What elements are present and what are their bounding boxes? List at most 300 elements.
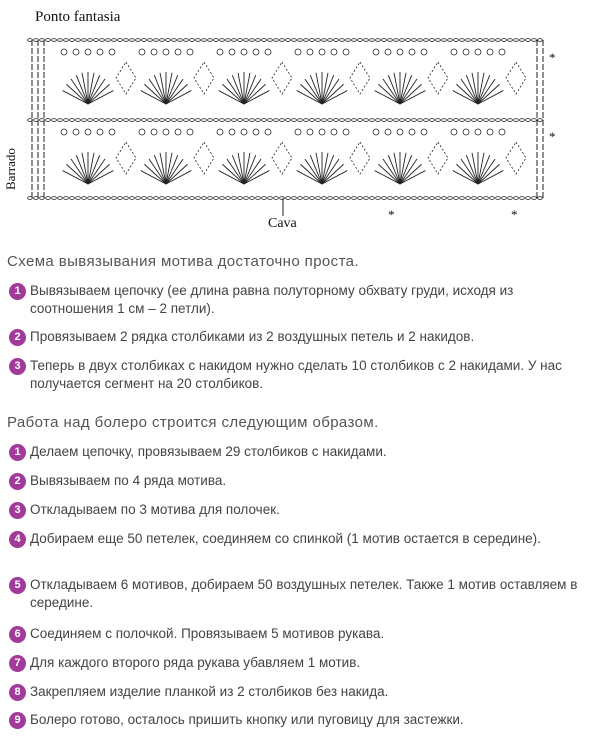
- chain-stitch: [400, 197, 405, 200]
- step-item: [9, 625, 589, 643]
- picot-stitch: [229, 49, 235, 55]
- chain-stitch: [328, 39, 333, 42]
- chain-stitch: [538, 197, 543, 200]
- chain-stitch: [220, 197, 225, 200]
- chain-stitch: [280, 119, 285, 122]
- chain-stitch: [310, 39, 315, 42]
- chain-stitch: [358, 197, 363, 200]
- chain-stitch: [70, 197, 75, 200]
- chain-stitch: [124, 119, 129, 122]
- step-text: Для каждого второго ряда рукава убавляем 1 мотив.: [30, 655, 361, 670]
- chain-stitch: [538, 119, 543, 122]
- chain-stitch: [214, 197, 219, 200]
- chain-stitch: [316, 39, 321, 42]
- chain-stitch: [262, 119, 267, 122]
- chain-stitch: [454, 119, 459, 122]
- chain-stitch: [190, 197, 195, 200]
- chain-stitch: [178, 197, 183, 200]
- picot-stitch: [217, 49, 223, 55]
- intro-text-1: Схема вывязывания мотива достаточно проста.: [7, 253, 359, 270]
- chain-stitch: [82, 119, 87, 122]
- picot-stitch: [409, 129, 415, 135]
- chain-stitch: [46, 197, 51, 200]
- chain-stitch: [364, 197, 369, 200]
- chain-stitch: [322, 119, 327, 122]
- picot-stitch: [241, 129, 247, 135]
- chain-stitch: [214, 39, 219, 42]
- chain-stitch: [52, 39, 57, 42]
- chain-stitch: [394, 39, 399, 42]
- step-text: Теперь в двух столбиках с накидом нужно сделать 10 столбиков с 2 накидами. У нас получается сегмент на 20 столбиков.: [30, 358, 562, 391]
- step-number-badge: 6: [9, 626, 26, 643]
- chain-stitch: [376, 119, 381, 122]
- chain-stitch: [148, 119, 153, 122]
- chain-stitch: [322, 197, 327, 200]
- chain-stitch: [508, 119, 513, 122]
- chain-stitch: [52, 197, 57, 200]
- chain-stitch: [382, 39, 387, 42]
- chain-stitch: [484, 197, 489, 200]
- chain-stitch: [334, 119, 339, 122]
- chain-stitch: [148, 197, 153, 200]
- chain-stitch: [148, 39, 153, 42]
- chain-stitch: [496, 197, 501, 200]
- chain-stitch: [58, 39, 63, 42]
- chain-stitch: [166, 197, 171, 200]
- picot-stitch: [343, 129, 349, 135]
- chain-stitch: [196, 197, 201, 200]
- chain-stitch: [202, 119, 207, 122]
- chain-stitch: [82, 197, 87, 200]
- mesh-diamond: [272, 62, 292, 94]
- picot-stitch: [499, 129, 505, 135]
- chain-stitch: [496, 39, 501, 42]
- chain-stitch: [88, 39, 93, 42]
- chain-stitch: [352, 39, 357, 42]
- chain-stitch: [310, 197, 315, 200]
- chain-stitch: [262, 39, 267, 42]
- mesh-diamond: [350, 142, 370, 174]
- picot-stitch: [187, 129, 193, 135]
- chain-stitch: [448, 119, 453, 122]
- mesh-diamond: [506, 62, 526, 94]
- chain-stitch: [340, 119, 345, 122]
- chain-stitch: [100, 39, 105, 42]
- step-number-badge: 2: [9, 329, 26, 346]
- step-item: [9, 282, 589, 318]
- step-number-badge: 3: [9, 502, 26, 519]
- chain-stitch: [226, 197, 231, 200]
- chain-stitch: [340, 39, 345, 42]
- picot-stitch: [463, 49, 469, 55]
- chain-stitch: [208, 197, 213, 200]
- chain-stitch: [268, 197, 273, 200]
- crochet-chart-drawing: [0, 0, 600, 240]
- chain-stitch: [376, 197, 381, 200]
- chain-stitch: [514, 119, 519, 122]
- chain-stitch: [310, 119, 315, 122]
- chain-stitch: [232, 39, 237, 42]
- chain-stitch: [244, 119, 249, 122]
- step-number-badge: 4: [9, 531, 26, 548]
- picot-stitch: [451, 49, 457, 55]
- chain-stitch: [430, 197, 435, 200]
- step-item: [9, 576, 589, 612]
- chain-stitch: [250, 119, 255, 122]
- chain-stitch: [364, 39, 369, 42]
- chain-stitch: [106, 197, 111, 200]
- chain-stitch: [130, 39, 135, 42]
- chain-stitch: [382, 197, 387, 200]
- chain-stitch: [496, 119, 501, 122]
- chain-stitch: [460, 197, 465, 200]
- chain-stitch: [154, 39, 159, 42]
- chain-stitch: [94, 197, 99, 200]
- mesh-diamond: [116, 62, 136, 94]
- chain-stitch: [514, 39, 519, 42]
- picot-stitch: [163, 129, 169, 135]
- chain-stitch: [526, 39, 531, 42]
- picot-stitch: [241, 49, 247, 55]
- chain-stitch: [262, 197, 267, 200]
- chain-stitch: [232, 119, 237, 122]
- step-number-badge: 9: [9, 712, 26, 729]
- chain-stitch: [532, 39, 537, 42]
- chain-stitch: [154, 197, 159, 200]
- chain-stitch: [412, 39, 417, 42]
- chain-stitch: [244, 39, 249, 42]
- chain-stitch: [304, 119, 309, 122]
- picot-stitch: [61, 49, 67, 55]
- chain-stitch: [46, 39, 51, 42]
- chain-stitch: [526, 197, 531, 200]
- chain-stitch: [298, 39, 303, 42]
- picot-stitch: [139, 49, 145, 55]
- chain-stitch: [376, 39, 381, 42]
- chain-stitch: [346, 119, 351, 122]
- picot-stitch: [97, 129, 103, 135]
- chain-stitch: [484, 119, 489, 122]
- step-text: Болеро готово, осталось пришить кнопку или пуговицу для застежки.: [30, 712, 464, 727]
- chain-stitch: [316, 119, 321, 122]
- chain-stitch: [364, 119, 369, 122]
- picot-stitch: [253, 49, 259, 55]
- chain-stitch: [424, 39, 429, 42]
- chain-stitch: [280, 39, 285, 42]
- picot-stitch: [175, 49, 181, 55]
- picot-stitch: [85, 129, 91, 135]
- chain-stitch: [334, 197, 339, 200]
- chain-stitch: [490, 119, 495, 122]
- chain-stitch: [502, 197, 507, 200]
- chain-stitch: [352, 119, 357, 122]
- picot-stitch: [295, 129, 301, 135]
- chain-stitch: [172, 119, 177, 122]
- chain-stitch: [274, 39, 279, 42]
- chain-stitch: [58, 119, 63, 122]
- picot-stitch: [373, 129, 379, 135]
- picot-stitch: [265, 129, 271, 135]
- chain-stitch: [82, 39, 87, 42]
- chain-stitch: [490, 197, 495, 200]
- chain-stitch: [130, 197, 135, 200]
- chain-stitch: [130, 119, 135, 122]
- chain-stitch: [442, 119, 447, 122]
- chain-stitch: [526, 119, 531, 122]
- chain-stitch: [184, 197, 189, 200]
- chain-stitch: [166, 39, 171, 42]
- chain-stitch: [334, 39, 339, 42]
- chain-stitch: [64, 119, 69, 122]
- step-item: [9, 683, 589, 701]
- chain-stitch: [208, 119, 213, 122]
- chain-stitch: [394, 197, 399, 200]
- picot-stitch: [295, 49, 301, 55]
- chain-stitch: [76, 39, 81, 42]
- row-marker: *: [511, 207, 518, 222]
- chain-stitch: [472, 197, 477, 200]
- step-number-badge: 7: [9, 655, 26, 672]
- step-text: Вывязываем по 4 ряда мотива.: [30, 473, 227, 488]
- chain-stitch: [172, 39, 177, 42]
- step-number-badge: 1: [9, 283, 26, 300]
- chain-stitch: [370, 39, 375, 42]
- picot-stitch: [421, 49, 427, 55]
- chain-stitch: [202, 197, 207, 200]
- chain-stitch: [286, 119, 291, 122]
- diagram-side-label: Barrado: [3, 148, 18, 190]
- step-number-badge: 2: [9, 473, 26, 490]
- chain-stitch: [370, 119, 375, 122]
- row-marker: *: [388, 207, 395, 222]
- chain-stitch: [160, 119, 165, 122]
- chain-stitch: [52, 119, 57, 122]
- chain-stitch: [502, 39, 507, 42]
- chain-stitch: [388, 119, 393, 122]
- step-item: [9, 654, 589, 672]
- chain-stitch: [178, 39, 183, 42]
- picot-stitch: [487, 129, 493, 135]
- chain-stitch: [424, 119, 429, 122]
- chain-stitch: [346, 197, 351, 200]
- step-number-badge: 3: [9, 358, 26, 375]
- chain-stitch: [388, 39, 393, 42]
- chain-stitch: [250, 197, 255, 200]
- chain-stitch: [226, 119, 231, 122]
- picot-stitch: [229, 129, 235, 135]
- chain-stitch: [298, 119, 303, 122]
- chain-stitch: [226, 39, 231, 42]
- chain-stitch: [406, 39, 411, 42]
- picot-stitch: [175, 129, 181, 135]
- diagram-bottom-label: Cava: [268, 216, 297, 231]
- chain-stitch: [304, 39, 309, 42]
- chain-stitch: [328, 119, 333, 122]
- chain-stitch: [160, 39, 165, 42]
- chain-stitch: [70, 39, 75, 42]
- picot-stitch: [451, 129, 457, 135]
- chain-stitch: [274, 197, 279, 200]
- chain-stitch: [538, 39, 543, 42]
- chain-stitch: [454, 197, 459, 200]
- chain-stitch: [460, 39, 465, 42]
- chain-stitch: [520, 197, 525, 200]
- step-item: [9, 357, 589, 393]
- step-item: [9, 472, 589, 490]
- chain-stitch: [418, 119, 423, 122]
- picot-stitch: [163, 49, 169, 55]
- intro-text-2: Работа над болеро строится следующим образом.: [7, 414, 379, 431]
- chain-stitch: [424, 197, 429, 200]
- picot-stitch: [85, 49, 91, 55]
- chain-stitch: [94, 119, 99, 122]
- chain-stitch: [190, 119, 195, 122]
- chain-stitch: [220, 39, 225, 42]
- chain-stitch: [196, 39, 201, 42]
- picot-stitch: [463, 129, 469, 135]
- chain-stitch: [502, 119, 507, 122]
- chain-stitch: [286, 197, 291, 200]
- chain-stitch: [58, 197, 63, 200]
- chain-stitch: [142, 119, 147, 122]
- crochet-diagram: [0, 0, 600, 240]
- chain-stitch: [232, 197, 237, 200]
- picot-stitch: [319, 49, 325, 55]
- chain-stitch: [274, 119, 279, 122]
- picot-stitch: [151, 129, 157, 135]
- chain-stitch: [436, 197, 441, 200]
- picot-stitch: [343, 49, 349, 55]
- chain-stitch: [112, 197, 117, 200]
- chain-stitch: [418, 197, 423, 200]
- picot-stitch: [385, 49, 391, 55]
- chain-stitch: [484, 39, 489, 42]
- chain-stitch: [268, 39, 273, 42]
- picot-stitch: [109, 49, 115, 55]
- chain-stitch: [490, 39, 495, 42]
- chain-stitch: [466, 39, 471, 42]
- chain-stitch: [238, 119, 243, 122]
- chain-stitch: [292, 39, 297, 42]
- picot-stitch: [373, 49, 379, 55]
- picot-stitch: [331, 129, 337, 135]
- chain-stitch: [532, 119, 537, 122]
- chain-stitch: [184, 119, 189, 122]
- picot-stitch: [421, 129, 427, 135]
- chain-stitch: [184, 39, 189, 42]
- chain-stitch: [448, 197, 453, 200]
- chain-stitch: [250, 39, 255, 42]
- chain-stitch: [244, 197, 249, 200]
- chain-stitch: [220, 119, 225, 122]
- mesh-diamond: [428, 62, 448, 94]
- chain-stitch: [370, 197, 375, 200]
- chain-stitch: [292, 197, 297, 200]
- row-marker: *: [549, 129, 556, 144]
- chain-stitch: [286, 39, 291, 42]
- picot-stitch: [253, 129, 259, 135]
- mesh-diamond: [272, 142, 292, 174]
- chain-stitch: [166, 119, 171, 122]
- chain-stitch: [412, 119, 417, 122]
- chain-stitch: [160, 197, 165, 200]
- chain-stitch: [136, 119, 141, 122]
- step-text: Откладываем по 3 мотива для полочек.: [30, 502, 280, 517]
- chain-stitch: [532, 197, 537, 200]
- chain-stitch: [466, 197, 471, 200]
- chain-stitch: [400, 119, 405, 122]
- chain-stitch: [94, 39, 99, 42]
- chain-stitch: [256, 39, 261, 42]
- picot-stitch: [217, 129, 223, 135]
- chain-stitch: [106, 119, 111, 122]
- chain-stitch: [136, 39, 141, 42]
- picot-stitch: [319, 129, 325, 135]
- chain-stitch: [100, 119, 105, 122]
- picot-stitch: [187, 49, 193, 55]
- chain-stitch: [256, 197, 261, 200]
- chain-stitch: [328, 197, 333, 200]
- step-text: Соединяем с полочкой. Провязываем 5 мотивов рукава.: [30, 626, 385, 641]
- chain-stitch: [346, 39, 351, 42]
- chain-stitch: [448, 39, 453, 42]
- chain-stitch: [406, 197, 411, 200]
- chain-stitch: [112, 119, 117, 122]
- chain-stitch: [76, 197, 81, 200]
- picot-stitch: [139, 129, 145, 135]
- chain-stitch: [118, 39, 123, 42]
- chain-stitch: [136, 197, 141, 200]
- mesh-diamond: [194, 62, 214, 94]
- step-number-badge: 8: [9, 684, 26, 701]
- chain-stitch: [508, 39, 513, 42]
- chain-stitch: [466, 119, 471, 122]
- picot-stitch: [97, 49, 103, 55]
- chain-stitch: [202, 39, 207, 42]
- chain-stitch: [88, 119, 93, 122]
- chain-stitch: [280, 197, 285, 200]
- step-number-badge: 5: [9, 577, 26, 594]
- picot-stitch: [409, 49, 415, 55]
- picot-stitch: [151, 49, 157, 55]
- chain-stitch: [454, 39, 459, 42]
- chain-stitch: [400, 39, 405, 42]
- step-text: Добираем еще 50 петелек, соединяем со спинкой (1 мотив остается в середине).: [30, 531, 541, 546]
- picot-stitch: [385, 129, 391, 135]
- chain-stitch: [178, 119, 183, 122]
- chain-stitch: [478, 119, 483, 122]
- chain-stitch: [106, 39, 111, 42]
- chain-stitch: [436, 39, 441, 42]
- step-text: Вывязываем цепочку (ее длина равна полуторному обхвату груди, исходя из соотношения 1 см – 2 петли).: [30, 283, 514, 316]
- picot-stitch: [61, 129, 67, 135]
- row-marker: *: [549, 50, 556, 65]
- chain-stitch: [292, 119, 297, 122]
- mesh-diamond: [350, 62, 370, 94]
- chain-stitch: [214, 119, 219, 122]
- step-text: Откладываем 6 мотивов, добираем 50 воздушных петелек. Также 1 мотив оставляем в середине.: [30, 577, 578, 610]
- picot-stitch: [331, 49, 337, 55]
- chain-stitch: [478, 39, 483, 42]
- chain-stitch: [304, 197, 309, 200]
- step-text: Закрепляем изделие планкой из 2 столбиков без накида.: [30, 684, 389, 699]
- chain-stitch: [112, 39, 117, 42]
- chain-stitch: [358, 119, 363, 122]
- chain-stitch: [154, 119, 159, 122]
- step-number-badge: 1: [9, 444, 26, 461]
- picot-stitch: [475, 129, 481, 135]
- mesh-diamond: [506, 142, 526, 174]
